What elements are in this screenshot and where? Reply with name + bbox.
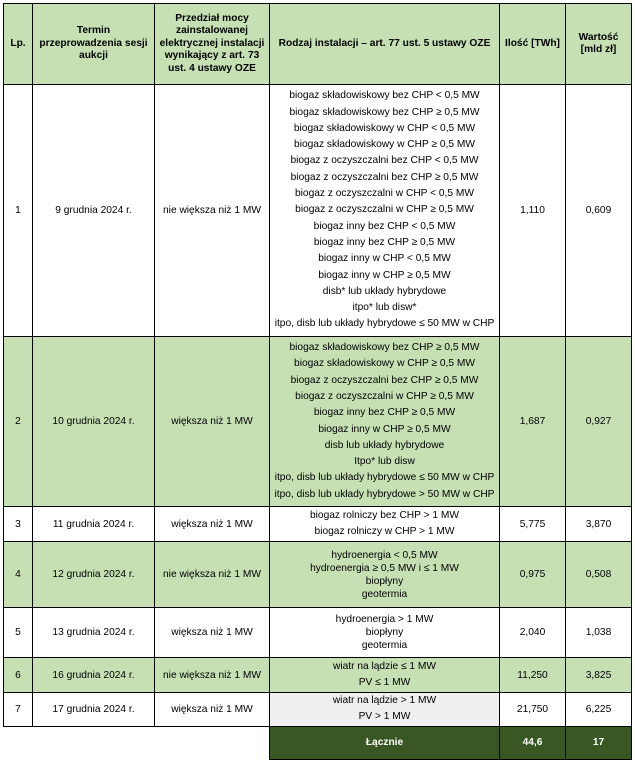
installation-type: biogaz składowiskowy w CHP ≥ 0,5 MW	[294, 139, 475, 151]
cell-wartosc: 0,609	[566, 85, 632, 337]
cell-termin: 11 grudnia 2024 r.	[33, 507, 155, 542]
empty-cell	[33, 726, 155, 759]
installation-type: disb* lub układy hybrydowe	[322, 285, 447, 297]
installation-type: biogaz z oczyszczalni bez CHP ≥ 0,5 MW	[290, 374, 479, 386]
cell-moc: nie większa niż 1 MW	[155, 85, 270, 337]
header-lp: Lp.	[4, 4, 33, 85]
empty-cell	[155, 726, 270, 759]
cell-termin: 9 grudnia 2024 r.	[33, 85, 155, 337]
cell-lp: 7	[4, 693, 33, 727]
installation-type: itpo, disb lub układy hybrydowe ≤ 50 MW w CHP	[274, 318, 495, 330]
cell-lp: 5	[4, 608, 33, 658]
cell-termin: 12 grudnia 2024 r.	[33, 542, 155, 608]
cell-lp: 1	[4, 85, 33, 337]
cell-termin: 17 grudnia 2024 r.	[33, 693, 155, 727]
table-row	[4, 658, 632, 693]
cell-ilosc: 11,250	[500, 658, 566, 693]
table-row	[4, 85, 632, 337]
cell-wartosc: 0,508	[566, 542, 632, 608]
installation-type: itpo, disb lub układy hybrydowe > 50 MW w CHP	[274, 488, 495, 500]
cell-instalacje	[270, 337, 500, 507]
installation-type: biogaz rolniczy w CHP > 1 MW	[314, 526, 455, 537]
total-ilosc: 44,6	[500, 726, 566, 759]
installation-type: biogaz inny bez CHP ≥ 0,5 MW	[313, 236, 456, 248]
cell-lp: 4	[4, 542, 33, 608]
installation-type: biogaz z oczyszczalni bez CHP < 0,5 MW	[290, 155, 479, 167]
installation-type: biogaz z oczyszczalni bez CHP ≥ 0,5 MW	[290, 171, 479, 183]
cell-instalacje	[270, 85, 500, 337]
installation-type: geotermia	[361, 588, 408, 600]
installation-type: biogaz inny bez CHP ≥ 0,5 MW	[313, 407, 456, 419]
cell-wartosc: 3,870	[566, 507, 632, 542]
installation-type: biogaz składowiskowy bez CHP ≥ 0,5 MW	[289, 106, 480, 118]
total-wartosc: 17	[566, 726, 632, 759]
cell-wartosc: 6,225	[566, 693, 632, 727]
cell-moc: większa niż 1 MW	[155, 608, 270, 658]
installation-type: disb lub układy hybrydowe	[324, 439, 445, 451]
cell-moc: większa niż 1 MW	[155, 507, 270, 542]
header-przedzial: Przedział mocy zainstalowanej elektrycznej instalacji wynikający z art. 73 ust. 4 ustawy OZE	[155, 4, 270, 85]
installation-type: PV > 1 MW	[358, 711, 411, 723]
empty-cell	[4, 726, 33, 759]
cell-moc: nie większa niż 1 MW	[155, 542, 270, 608]
installation-type: biogaz rolniczy bez CHP > 1 MW	[309, 509, 459, 521]
installation-type: itpo, disb lub układy hybrydowe ≤ 50 MW w CHP	[274, 472, 495, 484]
cell-moc: nie większa niż 1 MW	[155, 658, 270, 693]
cell-instalacje	[270, 693, 500, 727]
installation-type: biogaz składowiskowy w CHP ≥ 0,5 MW	[294, 358, 475, 370]
installation-type: biogaz inny w CHP ≥ 0,5 MW	[318, 423, 451, 435]
cell-wartosc: 1,038	[566, 608, 632, 658]
cell-termin: 13 grudnia 2024 r.	[33, 608, 155, 658]
cell-lp: 6	[4, 658, 33, 693]
installation-type: biogaz z oczyszczalni w CHP < 0,5 MW	[294, 188, 474, 200]
installation-type: biogaz inny w CHP ≥ 0,5 MW	[318, 269, 451, 281]
cell-wartosc: 3,825	[566, 658, 632, 693]
header-termin: Termin przeprowadzenia sesji aukcji	[33, 4, 155, 85]
table-row	[4, 542, 632, 608]
installation-type: biogaz składowiskowy bez CHP ≥ 0,5 MW	[289, 342, 480, 354]
cell-lp: 3	[4, 507, 33, 542]
installation-type: geotermia	[361, 640, 408, 651]
cell-moc: większa niż 1 MW	[155, 693, 270, 727]
cell-ilosc: 1,110	[500, 85, 566, 337]
installation-type: biogaz inny bez CHP < 0,5 MW	[313, 220, 456, 232]
installation-type: biogaz składowiskowy bez CHP < 0,5 MW	[289, 90, 480, 102]
table-row	[4, 507, 632, 542]
header-row	[4, 4, 632, 85]
installation-type: biogaz inny w CHP < 0,5 MW	[318, 253, 451, 265]
table-row	[4, 693, 632, 727]
cell-termin: 10 grudnia 2024 r.	[33, 337, 155, 507]
cell-lp: 2	[4, 337, 33, 507]
total-label: Łącznie	[270, 726, 500, 759]
installation-type: hydroenergia ≥ 0,5 MW i ≤ 1 MW	[310, 562, 459, 574]
cell-moc: większa niż 1 MW	[155, 337, 270, 507]
cell-ilosc: 2,040	[500, 608, 566, 658]
cell-instalacje	[270, 658, 500, 693]
cell-instalacje	[270, 507, 500, 542]
table-row	[4, 608, 632, 658]
total-row	[4, 726, 632, 759]
installation-type: biogaz składowiskowy w CHP < 0,5 MW	[293, 122, 476, 134]
installation-type: biogaz z oczyszczalni w CHP ≥ 0,5 MW	[295, 204, 474, 216]
installation-type: hydroenergia < 0,5 MW	[331, 549, 438, 561]
header-ilosc: Ilość [TWh]	[500, 4, 566, 85]
cell-ilosc: 0,975	[500, 542, 566, 608]
installation-type: PV ≤ 1 MW	[358, 677, 411, 688]
cell-termin: 16 grudnia 2024 r.	[33, 658, 155, 693]
cell-ilosc: 1,687	[500, 337, 566, 507]
installation-type: wiatr na lądzie ≤ 1 MW	[333, 660, 436, 672]
installation-type: biogaz z oczyszczalni w CHP ≥ 0,5 MW	[295, 390, 474, 402]
installation-type: itpo* lub disw*	[352, 302, 417, 314]
installation-type: biopłyny	[365, 575, 404, 587]
installation-type: Itpo* lub disw	[354, 456, 415, 468]
cell-ilosc: 5,775	[500, 507, 566, 542]
installation-type: biopłyny	[365, 627, 404, 638]
installation-type: hydroenergia > 1 MW	[335, 614, 434, 625]
header-wartosc: Wartość [mld zł]	[566, 4, 632, 85]
table-row	[4, 337, 632, 507]
cell-instalacje	[270, 542, 500, 608]
cell-instalacje	[270, 608, 500, 658]
installation-type: wiatr na lądzie > 1 MW	[332, 695, 437, 706]
auction-schedule-table	[3, 3, 632, 760]
cell-wartosc: 0,927	[566, 337, 632, 507]
cell-ilosc: 21,750	[500, 693, 566, 727]
header-rodzaj: Rodzaj instalacji – art. 77 ust. 5 ustawy OZE	[270, 4, 500, 85]
